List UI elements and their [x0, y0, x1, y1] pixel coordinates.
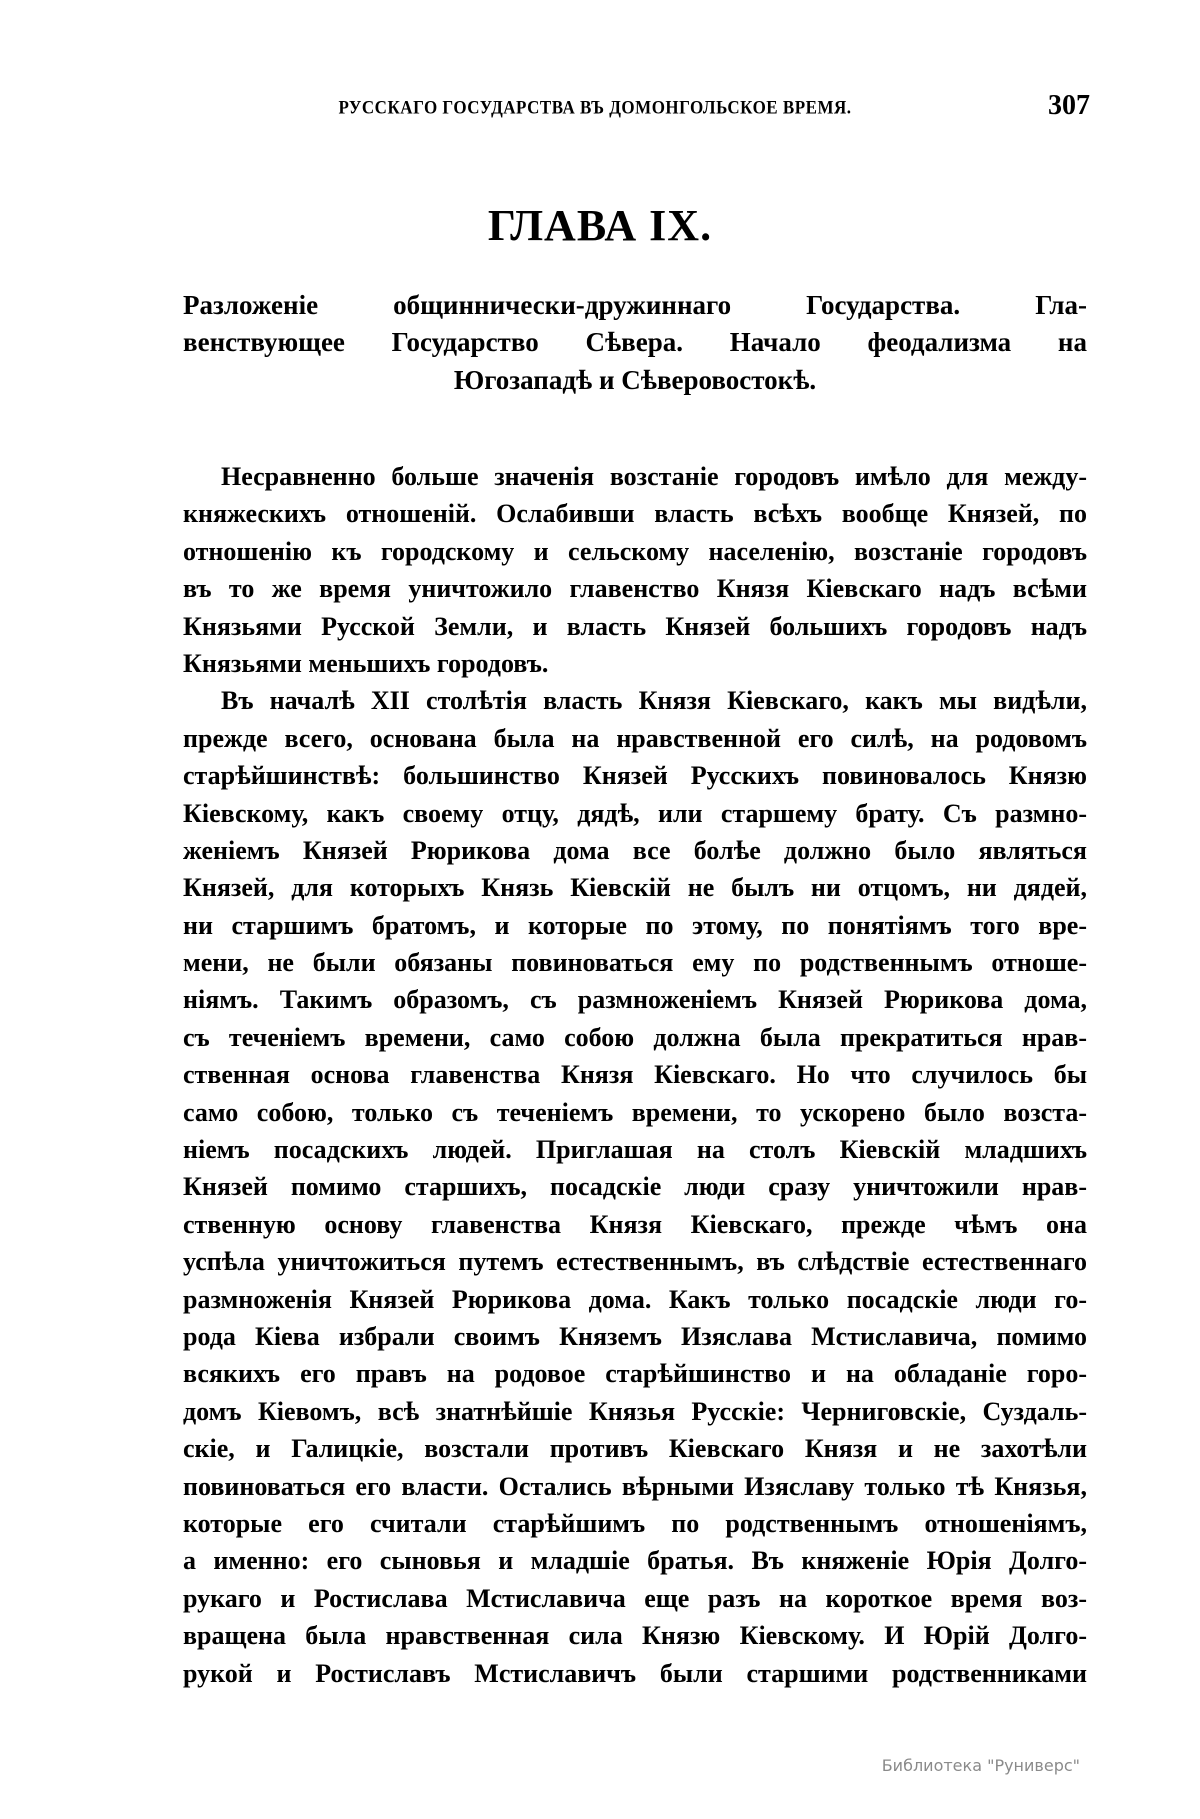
text-line: отношенію къ городскому и сельскому населенію, возстаніе городовъ [183, 536, 1087, 566]
text-line: Князей, для которыхъ Князь Кіевскій не былъ ни отцомъ, ни дядей, [183, 873, 1087, 903]
text-line: Несравненно больше значенія возстаніе городовъ имѣло для между- [221, 462, 1087, 491]
text-line: въ то же время уничтожило главенство Князя Кіевскаго надъ всѣми [183, 574, 1087, 604]
subtitle-line: Югозападѣ и Сѣверовостокѣ. [453, 364, 817, 395]
text-line: повиноваться его власти. Остались вѣрными Изяславу только тѣ Князья, [183, 1471, 1087, 1501]
text-line: ни старшимъ братомъ, и которые по этому, по понятіямъ того вре- [183, 910, 1087, 940]
body-text [183, 458, 1087, 1692]
text-line: съ теченіемъ времени, само собою должна была прекратиться нрав- [183, 1022, 1087, 1052]
text-line: скіе, и Галицкіе, возстали противъ Кіевскаго Князя и не захотѣли [183, 1434, 1087, 1464]
text-line: рукаго и Ростислава Мстиславича еще разъ на короткое время воз- [183, 1583, 1087, 1613]
text-line: вращена была нравственная сила Князю Кіевскому. И Юрій Долго- [183, 1621, 1087, 1651]
chapter-title: ГЛАВА IX. [487, 201, 713, 250]
text-line: которые его считали старѣйшимъ по родственнымъ отношеніямъ, [183, 1508, 1087, 1538]
text-line: ніямъ. Такимъ образомъ, съ размноженіемъ Князей Рюрикова дома, [183, 985, 1087, 1015]
running-head: РУССКАГО ГОСУДАРСТВА ВЪ ДОМОНГОЛЬСКОЕ ВРЕМЯ. [338, 97, 852, 118]
text-line: само собою, только съ теченіемъ времени, то ускорено было возста- [183, 1097, 1087, 1127]
subtitle-line: Разложеніе общиннически-дружиннаго Государства. Гла- [183, 290, 1087, 320]
text-line: а именно: его сыновья и младшіе братья. Въ княженіе Юрія Долго- [183, 1546, 1087, 1576]
text-line: женіемъ Князей Рюрикова дома все болѣе должно было являться [183, 835, 1087, 865]
page-number: 307 [1048, 90, 1090, 121]
text-line: всякихъ его правъ на родовое старѣйшинство и на обладаніе горо- [183, 1359, 1087, 1389]
text-line: ственная основа главенства Князя Кіевскаго. Но что случилось бы [183, 1060, 1087, 1090]
text-line: прежде всего, основана была на нравственной его силѣ, на родовомъ [183, 723, 1087, 753]
paragraph [183, 682, 1087, 1692]
text-line: Князьями Русской Земли, и власть Князей большихъ городовъ надъ [183, 611, 1087, 641]
paragraph [183, 458, 1087, 682]
text-line: мени, не были обязаны повиноваться ему по родственнымъ отноше- [183, 948, 1087, 978]
text-line: рукой и Ростиславъ Мстиславичъ были старшими родственниками [183, 1658, 1087, 1688]
text-line: Въ началѣ XII столѣтія власть Князя Кіевскаго, какъ мы видѣли, [221, 686, 1087, 716]
library-watermark: Библиотека "Руниверс" [881, 1756, 1080, 1775]
chapter-subtitle [183, 287, 1087, 399]
text-line: ніемъ посадскихъ людей. Приглашая на столъ Кіевскій младшихъ [183, 1135, 1087, 1165]
text-line: Князей помимо старшихъ, посадскіе люди сразу уничтожили нрав- [183, 1172, 1087, 1202]
text-line: рода Кіева избрали своимъ Княземъ Изяслава Мстиславича, помимо [183, 1321, 1087, 1351]
text-line: старѣйшинствѣ: большинство Князей Русскихъ повиновалось Князю [183, 761, 1087, 791]
text-line: домъ Кіевомъ, всѣ знатнѣйшіе Князья Русскіе: Черниговскіе, Суздаль- [183, 1396, 1087, 1426]
text-line: успѣла уничтожиться путемъ естественнымъ, въ слѣдствіе естественнаго [183, 1247, 1087, 1277]
subtitle-line: венствующее Государство Сѣвера. Начало феодализма на [183, 327, 1087, 358]
text-line: Князьями меньшихъ городовъ. [183, 648, 549, 678]
text-line: размноженія Князей Рюрикова дома. Какъ только посадскіе люди го- [183, 1284, 1087, 1314]
text-line: княжескихъ отношеній. Ослабивши власть всѣхъ вообще Князей, по [183, 499, 1087, 529]
text-line: Кіевскому, какъ своему отцу, дядѣ, или старшему брату. Съ размно- [183, 798, 1087, 828]
text-line: ственную основу главенства Князя Кіевскаго, прежде чѣмъ она [183, 1209, 1087, 1239]
